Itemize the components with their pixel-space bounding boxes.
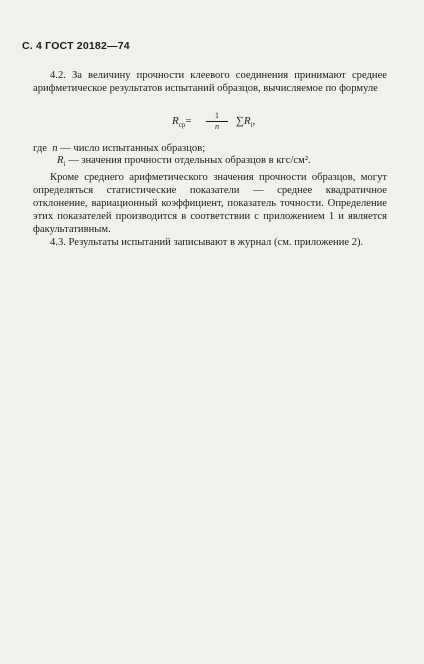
paragraph-4-2: 4.2. За величину прочности клеевого соединения принимают среднее арифметическое результатов испытаний образцов, вычисляемое по формуле xyxy=(33,70,387,94)
where-n-line: где n — число испытанных образцов; xyxy=(33,143,206,154)
paragraph-statistics: Кроме среднего арифметического значения прочности образцов, могут определяться статистические показатели — среднее квадратичное отклонение, вариационный коэффициент, показатель точности. Определение этих показателей производится в соответствии с приложением 1 и является факультативным. xyxy=(33,172,387,235)
formula-rhs: $\sum R_i$, xyxy=(236,115,256,130)
where-ri-line: $R_i$ — значения прочности отдельных образцов в кгс/см². xyxy=(57,155,311,169)
formula-lhs: $R_{ср}=$ xyxy=(172,115,192,130)
paragraph-4-3: 4.3. Результаты испытаний записывают в журнал (см. приложение 2). xyxy=(50,237,364,248)
page-header: С. 4 ГОСТ 20182—74 xyxy=(22,40,130,52)
formula-fraction: $\frac{1}{n}$ xyxy=(206,111,228,132)
